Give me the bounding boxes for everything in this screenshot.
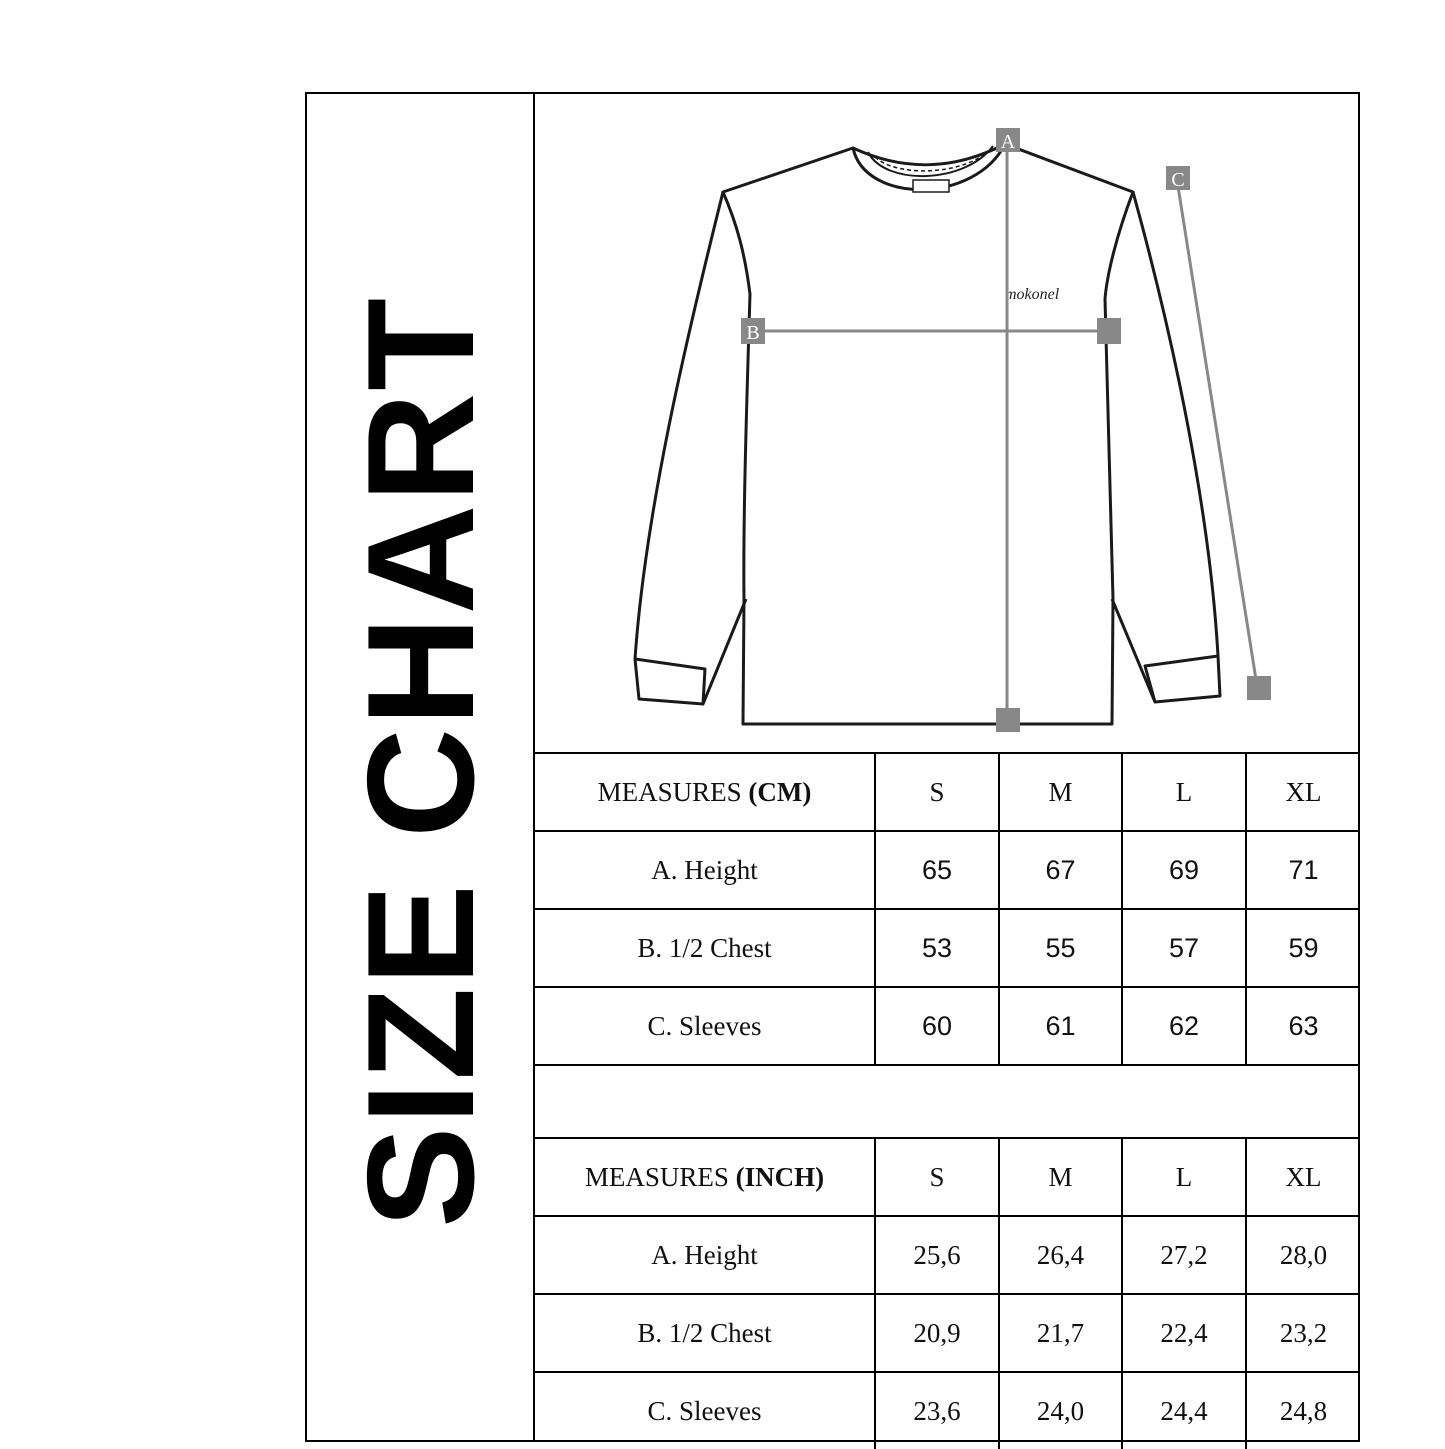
table-cell: 60 [875, 987, 999, 1065]
table-cell: 25,6 [875, 1216, 999, 1294]
table-header-row [535, 1138, 1360, 1216]
table-cell: 24,8 [1246, 1372, 1360, 1449]
measures-header [535, 1138, 875, 1216]
table-cell: 69 [1122, 831, 1246, 909]
table-row [535, 1294, 1360, 1372]
row-label: A. Height [535, 831, 875, 909]
table-row [535, 909, 1360, 987]
size-header: L [1122, 754, 1246, 831]
table-cell: 24,4 [1122, 1372, 1246, 1449]
right-cuff [1145, 656, 1218, 702]
longsleeve-tshirt-illustration [535, 94, 1360, 754]
row-label: B. 1/2 Chest [535, 1294, 875, 1372]
row-label: A. Height [535, 1216, 875, 1294]
measures-header [535, 754, 875, 831]
measures-label: MEASURES [597, 776, 749, 807]
table-header-row [535, 754, 1360, 831]
table-cell: 20,9 [875, 1294, 999, 1372]
row-label: B. 1/2 Chest [535, 909, 875, 987]
measures-label: MEASURES [584, 1161, 736, 1192]
right-sleeve [1112, 192, 1220, 702]
table-cell: 21,7 [999, 1294, 1122, 1372]
shirt-outline [635, 144, 1220, 724]
table-cell: 59 [1246, 909, 1360, 987]
table-cell: 23,6 [875, 1372, 999, 1449]
table-row [535, 987, 1360, 1065]
chest-marker-right [1097, 318, 1121, 344]
table-cell: 53 [875, 909, 999, 987]
table-cell: 23,2 [1246, 1294, 1360, 1372]
table-row [535, 1372, 1360, 1449]
size-header: XL [1246, 754, 1360, 831]
table-row [535, 1216, 1360, 1294]
unit-label: (CM) [748, 776, 812, 807]
size-chart-title: SIZE CHART [336, 296, 506, 1228]
title-panel [307, 94, 535, 1440]
table-row [535, 831, 1360, 909]
row-label: C. Sleeves [535, 987, 875, 1065]
sleeve-marker-bottom [1247, 676, 1271, 700]
table-cell: 22,4 [1122, 1294, 1246, 1372]
neck-label [913, 180, 949, 192]
size-header: XL [1246, 1138, 1360, 1216]
size-chart-frame [305, 92, 1360, 1442]
table-cell: 26,4 [999, 1216, 1122, 1294]
size-header: S [875, 754, 999, 831]
size-header: M [999, 754, 1122, 831]
unit-label: (INCH) [735, 1161, 825, 1192]
left-sleeve [635, 192, 746, 704]
table-cell: 61 [999, 987, 1122, 1065]
table-cell: 24,0 [999, 1372, 1122, 1449]
table-cell: 62 [1122, 987, 1246, 1065]
size-header: M [999, 1138, 1122, 1216]
shirt-body [723, 144, 1133, 724]
row-label: C. Sleeves [535, 1372, 875, 1449]
label-c: C [1171, 169, 1185, 191]
cm-measures-table [535, 754, 1360, 1066]
table-cell: 65 [875, 831, 999, 909]
table-cell: 67 [999, 831, 1122, 909]
measurement-lines [753, 142, 1257, 719]
table-cell: 57 [1122, 909, 1246, 987]
label-a: A [1000, 131, 1016, 153]
left-cuff [635, 659, 705, 704]
size-header: S [875, 1138, 999, 1216]
table-cell: 28,0 [1246, 1216, 1360, 1294]
garment-diagram [535, 94, 1360, 754]
table-cell: 71 [1246, 831, 1360, 909]
size-header: L [1122, 1138, 1246, 1216]
table-cell: 27,2 [1122, 1216, 1246, 1294]
height-marker-bottom [996, 708, 1020, 732]
label-b: B [746, 322, 760, 344]
brand-logo: mokonel [1005, 286, 1060, 303]
table-spacer [535, 1061, 1360, 1137]
table-cell: 63 [1246, 987, 1360, 1065]
inch-measures-table [535, 1137, 1360, 1449]
table-cell: 55 [999, 909, 1122, 987]
